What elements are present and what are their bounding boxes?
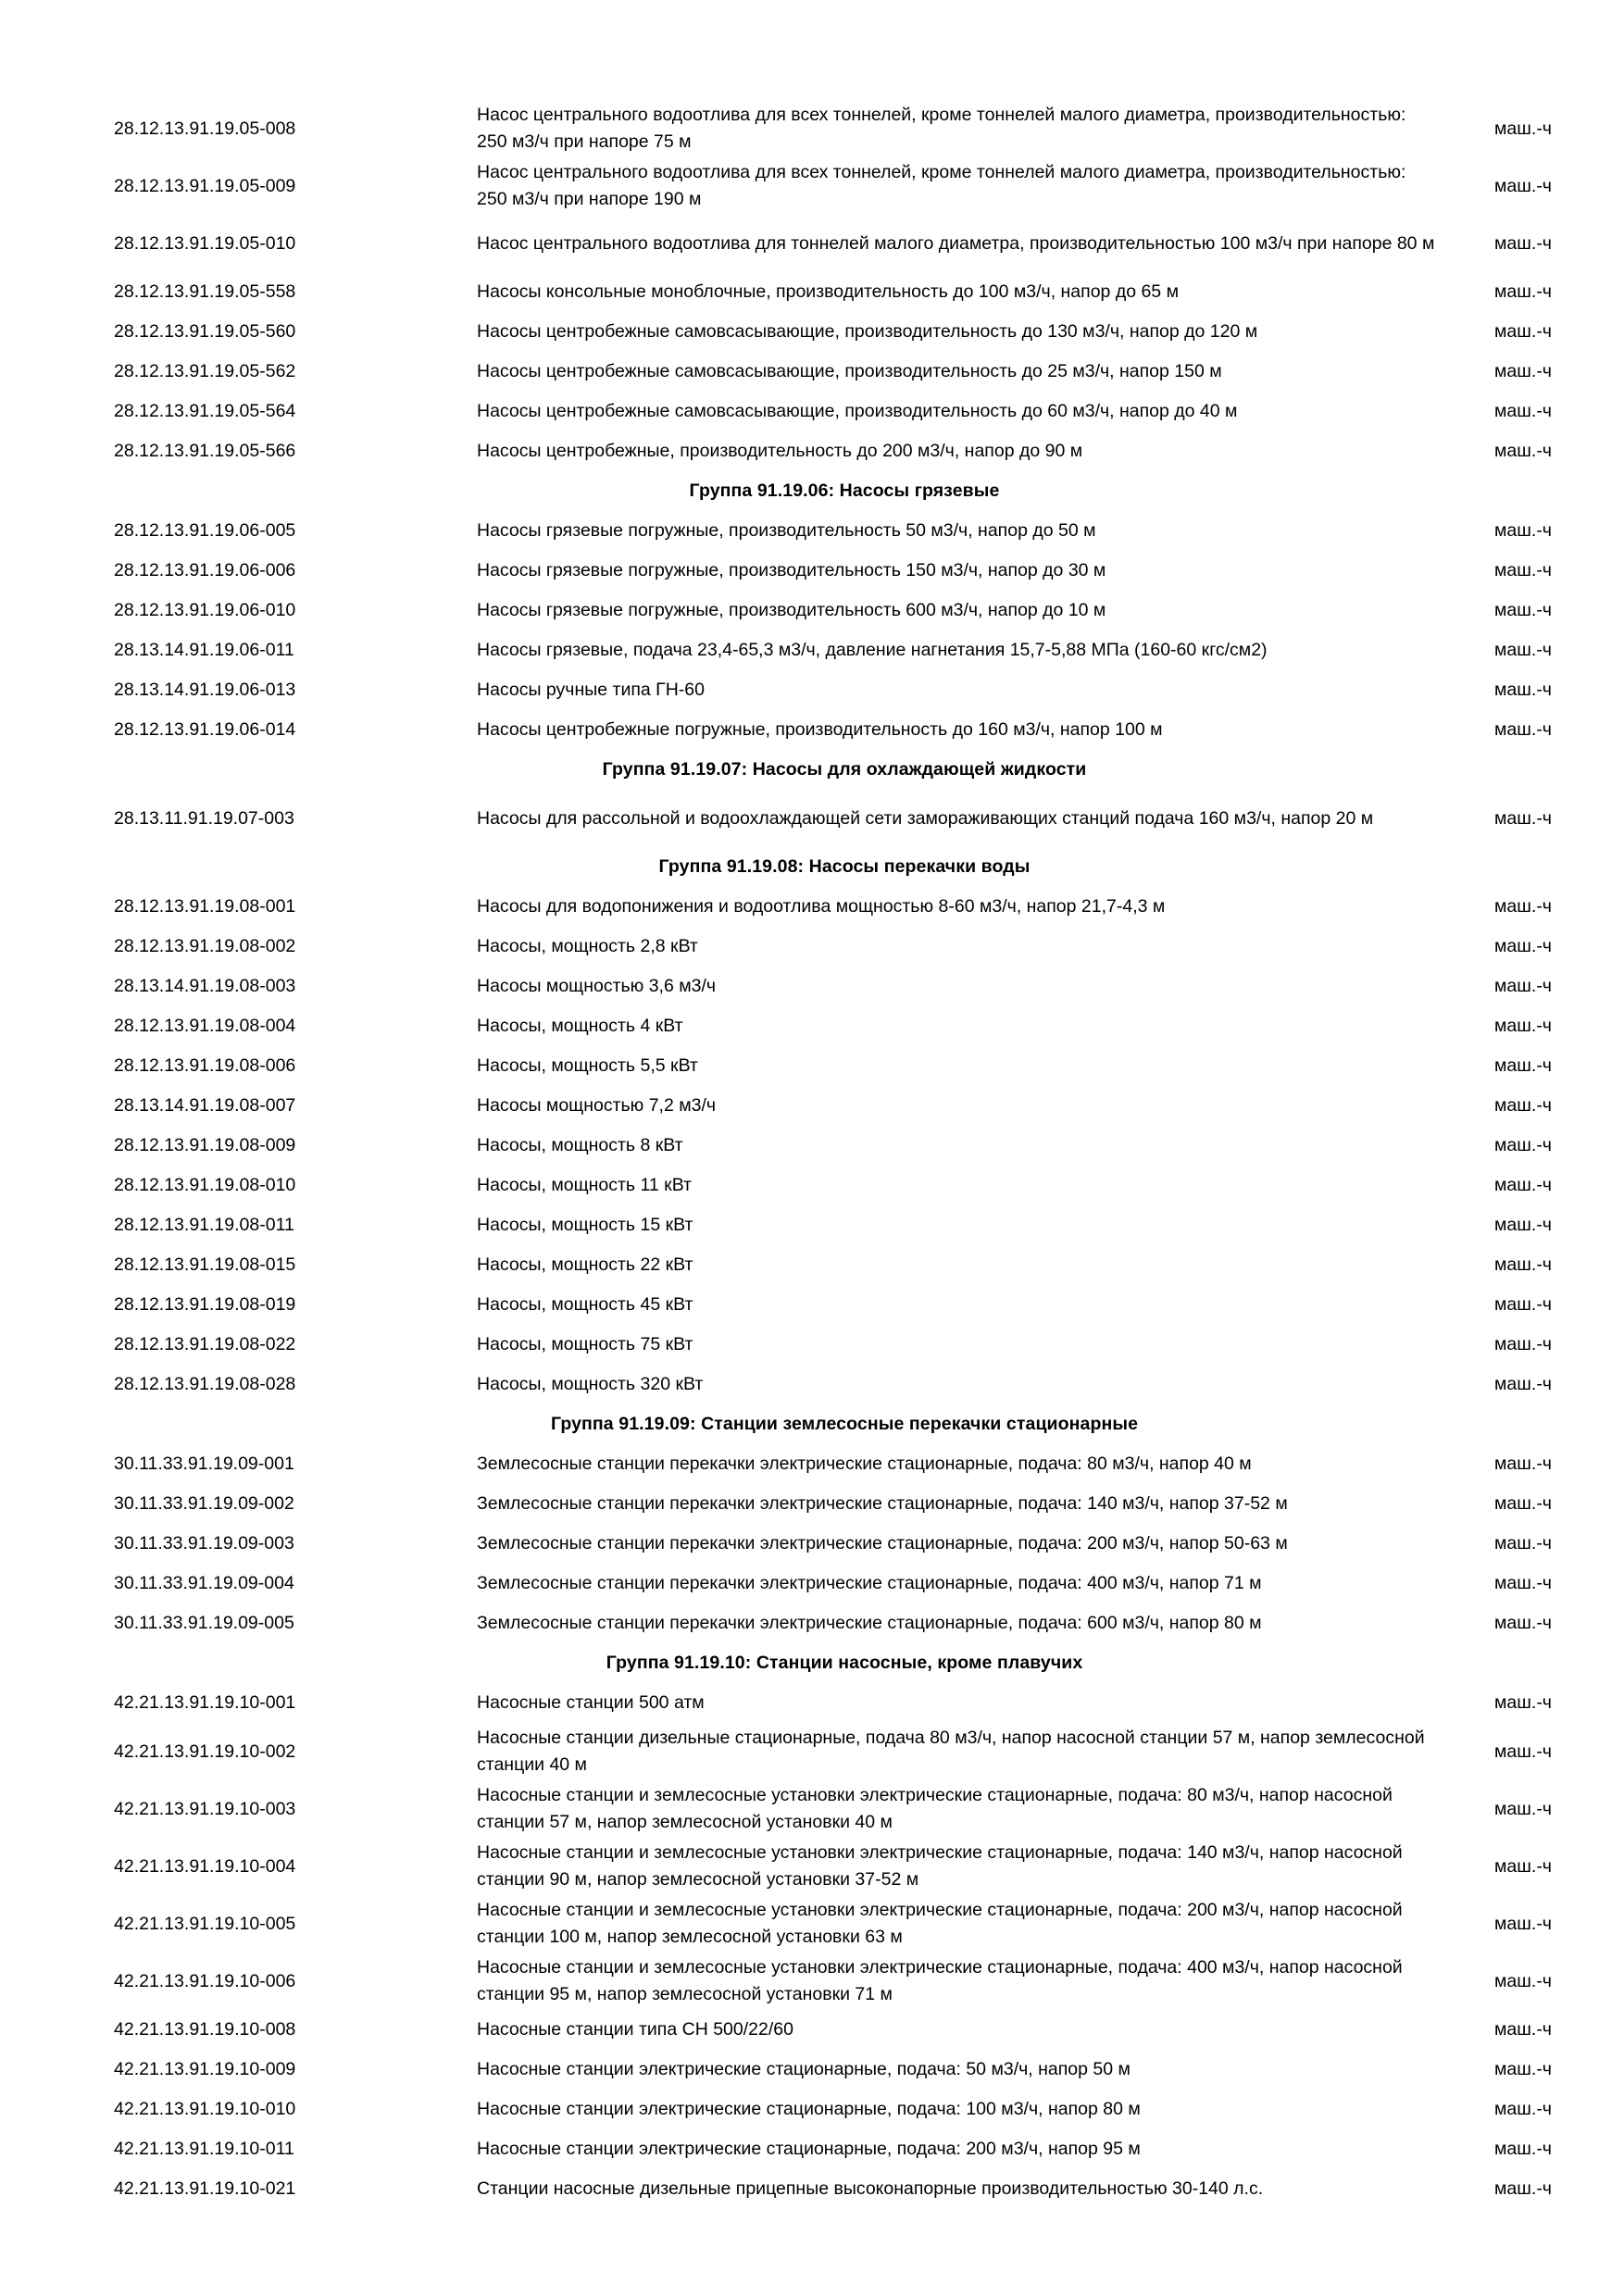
resource-code: 42.21.13.91.19.10-005 [114, 1913, 296, 1934]
resource-description: Насос центрального водоотлива для тоннелей малого диаметра, производительностью 100 м3/ч при напоре 80 м [477, 232, 1435, 254]
resource-code: 42.21.13.91.19.10-011 [114, 2139, 294, 2159]
table-row [0, 1838, 1624, 1895]
resource-description-cell [477, 352, 1440, 392]
resource-code: 28.12.13.91.19.05-009 [114, 175, 296, 196]
resource-description: Землесосные станции перекачки электрические стационарные, подача: 80 м3/ч, напор 40 м [477, 1454, 1252, 1474]
resource-description-cell [477, 1086, 1440, 1126]
table-row [0, 2129, 1624, 2169]
resource-description-cell [477, 2090, 1440, 2129]
resource-description: Насосы для водопонижения и водоотлива мощностью 8-60 м3/ч, напор 21,7-4,3 м [477, 896, 1166, 917]
resource-description: Насосные станции и землесосные установки электрические стационарные, подача: 140 м3/ч, напор насосной станции 90 м, напор землесосной установки 37-52 м [477, 1842, 1403, 1890]
unit-of-measure: маш.-ч [1494, 2099, 1552, 2119]
unit-of-measure: маш.-ч [1494, 1016, 1552, 1036]
unit-of-measure: маш.-ч [1494, 896, 1552, 917]
resource-description: Насосы мощностью 3,6 м3/ч [477, 976, 717, 996]
group-heading [0, 1404, 1624, 1444]
table-row [0, 511, 1624, 551]
resource-code: 28.12.13.91.19.08-010 [114, 1175, 296, 1195]
resource-description-cell [477, 1603, 1440, 1643]
resource-code: 42.21.13.91.19.10-009 [114, 2059, 296, 2079]
resource-code: 30.11.33.91.19.09-001 [114, 1454, 294, 1474]
resource-code: 30.11.33.91.19.09-005 [114, 1613, 294, 1633]
resource-description-cell [477, 2010, 1440, 2050]
resource-description-cell [477, 967, 1440, 1006]
resource-description-cell [477, 1524, 1440, 1564]
resource-description-cell [477, 1245, 1440, 1285]
resource-description: Насосы, мощность 8 кВт [477, 1135, 683, 1155]
resource-description-cell [477, 670, 1440, 710]
unit-of-measure: маш.-ч [1494, 600, 1552, 620]
table-row [0, 100, 1624, 157]
resource-code: 28.13.11.91.19.07-003 [114, 807, 294, 829]
resource-description-cell [477, 1838, 1440, 1895]
group-title: Группа 91.19.07: Насосы для охлаждающей жидкости [602, 759, 1087, 780]
table-row [0, 1046, 1624, 1086]
resource-description: Насосы ручные типа ГН-60 [477, 680, 705, 700]
resource-code: 28.12.13.91.19.05-010 [114, 232, 296, 254]
unit-of-measure: маш.-ч [1494, 520, 1552, 541]
resource-description-cell [477, 1895, 1440, 1953]
table-row [0, 1086, 1624, 1126]
resource-description: Насосные станции типа СН 500/22/60 [477, 2019, 793, 2040]
resource-code: 42.21.13.91.19.10-008 [114, 2019, 296, 2040]
unit-of-measure: маш.-ч [1494, 175, 1552, 196]
table-row [0, 2090, 1624, 2129]
resource-description-cell [477, 1126, 1440, 1166]
unit-of-measure: маш.-ч [1494, 1692, 1552, 1713]
resource-description-cell [477, 1006, 1440, 1046]
unit-of-measure: маш.-ч [1494, 2178, 1552, 2199]
resource-code: 42.21.13.91.19.10-003 [114, 1798, 296, 1819]
unit-of-measure: маш.-ч [1494, 232, 1552, 254]
unit-of-measure: маш.-ч [1494, 1454, 1552, 1474]
resource-code: 30.11.33.91.19.09-003 [114, 1533, 294, 1554]
resource-description-cell [477, 1285, 1440, 1325]
resource-code: 28.12.13.91.19.05-560 [114, 321, 296, 342]
resource-description: Насосные станции и землесосные установки электрические стационарные, подача: 200 м3/ч, напор насосной станции 100 м, напор землесосной установки 63 м [477, 1900, 1403, 1947]
resource-description: Насосы центробежные погружные, производительность до 160 м3/ч, напор 100 м [477, 719, 1163, 740]
table-row [0, 670, 1624, 710]
resource-description: Насос центрального водоотлива для всех тоннелей, кроме тоннелей малого диаметра, производительностью: 250 м3/ч при напоре 190 м [477, 162, 1406, 209]
table-row [0, 1205, 1624, 1245]
unit-of-measure: маш.-ч [1494, 1798, 1552, 1819]
resource-code: 28.12.13.91.19.05-566 [114, 441, 296, 461]
unit-of-measure: маш.-ч [1494, 441, 1552, 461]
resource-description-cell [477, 100, 1440, 157]
resource-description: Насосные станции 500 атм [477, 1692, 705, 1713]
resource-description: Насосы центробежные самовсасывающие, производительность до 130 м3/ч, напор до 120 м [477, 321, 1258, 342]
table-row [0, 1723, 1624, 1780]
group-heading [0, 1643, 1624, 1683]
document-table [0, 100, 1624, 2209]
table-row [0, 1524, 1624, 1564]
resource-code: 28.13.14.91.19.06-011 [114, 640, 294, 660]
resource-code: 42.21.13.91.19.10-021 [114, 2178, 296, 2199]
resource-description: Насосы, мощность 75 кВт [477, 1334, 693, 1354]
resource-code: 28.12.13.91.19.05-564 [114, 401, 296, 421]
unit-of-measure: маш.-ч [1494, 640, 1552, 660]
resource-code: 28.12.13.91.19.08-009 [114, 1135, 296, 1155]
resource-description-cell [477, 1325, 1440, 1365]
table-row [0, 1484, 1624, 1524]
unit-of-measure: маш.-ч [1494, 2019, 1552, 2040]
resource-description: Землесосные станции перекачки электрические стационарные, подача: 600 м3/ч, напор 80 м [477, 1613, 1262, 1633]
resource-code: 28.12.13.91.19.08-004 [114, 1016, 296, 1036]
resource-description: Землесосные станции перекачки электрические стационарные, подача: 400 м3/ч, напор 71 м [477, 1573, 1262, 1593]
resource-code: 28.12.13.91.19.08-019 [114, 1294, 296, 1315]
resource-description-cell [477, 1953, 1440, 2010]
unit-of-measure: маш.-ч [1494, 1215, 1552, 1235]
table-row [0, 790, 1624, 847]
resource-description-cell [477, 1166, 1440, 1205]
resource-description: Насосы, мощность 5,5 кВт [477, 1055, 698, 1076]
resource-description: Насосы центробежные самовсасывающие, производительность до 25 м3/ч, напор 150 м [477, 361, 1222, 381]
resource-description: Насосы для рассольной и водоохлаждающей сети замораживающих станций подача 160 м3/ч, напор 20 м [477, 807, 1374, 829]
resource-description: Насосы консольные моноблочные, производительность до 100 м3/ч, напор до 65 м [477, 281, 1179, 302]
resource-description: Насосные станции дизельные стационарные, подача 80 м3/ч, напор насосной станции 57 м, напор землесосной станции 40 м [477, 1728, 1425, 1775]
resource-description: Насосы мощностью 7,2 м3/ч [477, 1095, 717, 1116]
resource-code: 28.12.13.91.19.05-562 [114, 361, 296, 381]
resource-code: 28.12.13.91.19.08-015 [114, 1254, 296, 1275]
table-row [0, 1126, 1624, 1166]
resource-description-cell [477, 1205, 1440, 1245]
resource-code: 28.12.13.91.19.06-010 [114, 600, 296, 620]
resource-code: 42.21.13.91.19.10-001 [114, 1692, 296, 1713]
resource-code: 30.11.33.91.19.09-004 [114, 1573, 294, 1593]
resource-description-cell [477, 2050, 1440, 2090]
unit-of-measure: маш.-ч [1494, 1334, 1552, 1354]
unit-of-measure: маш.-ч [1494, 1055, 1552, 1076]
group-heading [0, 847, 1624, 887]
resource-code: 28.12.13.91.19.08-028 [114, 1374, 296, 1394]
resource-code: 28.12.13.91.19.06-006 [114, 560, 296, 580]
resource-description: Насосы, мощность 4 кВт [477, 1016, 683, 1036]
table-row [0, 312, 1624, 352]
resource-code: 28.12.13.91.19.08-006 [114, 1055, 296, 1076]
resource-description-cell [477, 887, 1440, 927]
resource-code: 28.12.13.91.19.06-014 [114, 719, 296, 740]
unit-of-measure: маш.-ч [1494, 1970, 1552, 1991]
group-title: Группа 91.19.10: Станции насосные, кроме плавучих [606, 1653, 1083, 1673]
table-row [0, 431, 1624, 471]
table-row [0, 551, 1624, 591]
resource-description-cell [477, 1723, 1440, 1780]
resource-code: 42.21.13.91.19.10-004 [114, 1855, 296, 1877]
resource-code: 28.13.14.91.19.08-007 [114, 1095, 296, 1116]
unit-of-measure: маш.-ч [1494, 2139, 1552, 2159]
unit-of-measure: маш.-ч [1494, 321, 1552, 342]
table-row [0, 2169, 1624, 2209]
table-row [0, 710, 1624, 750]
unit-of-measure: маш.-ч [1494, 1175, 1552, 1195]
resource-code: 28.12.13.91.19.06-005 [114, 520, 296, 541]
unit-of-measure: маш.-ч [1494, 118, 1552, 139]
unit-of-measure: маш.-ч [1494, 680, 1552, 700]
unit-of-measure: маш.-ч [1494, 1741, 1552, 1762]
resource-code: 28.12.13.91.19.08-011 [114, 1215, 294, 1235]
resource-description: Насосы, мощность 2,8 кВт [477, 936, 698, 956]
resource-description-cell [477, 1780, 1440, 1838]
resource-description-cell [477, 1444, 1440, 1484]
resource-description: Насосы, мощность 15 кВт [477, 1215, 693, 1235]
unit-of-measure: маш.-ч [1494, 976, 1552, 996]
resource-description: Землесосные станции перекачки электрические стационарные, подача: 140 м3/ч, напор 37-52 м [477, 1493, 1288, 1514]
table-row [0, 1444, 1624, 1484]
resource-code: 42.21.13.91.19.10-010 [114, 2099, 296, 2119]
table-row [0, 1603, 1624, 1643]
table-row [0, 630, 1624, 670]
table-row [0, 1780, 1624, 1838]
resource-description-cell [477, 511, 1440, 551]
table-row [0, 887, 1624, 927]
resource-description: Насосы центробежные, производительность до 200 м3/ч, напор до 90 м [477, 441, 1083, 461]
resource-description-cell [477, 710, 1440, 750]
table-row [0, 2050, 1624, 2090]
unit-of-measure: маш.-ч [1494, 361, 1552, 381]
unit-of-measure: маш.-ч [1494, 1493, 1552, 1514]
table-row [0, 215, 1624, 272]
resource-description: Насосные станции электрические стационарные, подача: 200 м3/ч, напор 95 м [477, 2139, 1141, 2159]
table-row [0, 352, 1624, 392]
table-row [0, 1683, 1624, 1723]
unit-of-measure: маш.-ч [1494, 1135, 1552, 1155]
unit-of-measure: маш.-ч [1494, 1855, 1552, 1877]
resource-description: Насосные станции и землесосные установки электрические стационарные, подача: 80 м3/ч, напор насосной станции 57 м, напор землесосной установки 40 м [477, 1785, 1393, 1832]
resource-description: Насосы, мощность 11 кВт [477, 1175, 692, 1195]
resource-description: Насосные станции электрические стационарные, подача: 100 м3/ч, напор 80 м [477, 2099, 1141, 2119]
resource-description: Насосы грязевые погружные, производительность 50 м3/ч, напор до 50 м [477, 520, 1096, 541]
resource-description-cell [477, 272, 1440, 312]
resource-description-cell [477, 431, 1440, 471]
unit-of-measure: маш.-ч [1494, 1374, 1552, 1394]
resource-description-cell [477, 392, 1440, 431]
table-row [0, 967, 1624, 1006]
unit-of-measure: маш.-ч [1494, 1613, 1552, 1633]
resource-description: Насосы грязевые, подача 23,4-65,3 м3/ч, давление нагнетания 15,7-5,88 МПа (160-60 кгс/см2) [477, 640, 1268, 660]
table-row [0, 392, 1624, 431]
table-row [0, 2010, 1624, 2050]
unit-of-measure: маш.-ч [1494, 1294, 1552, 1315]
resource-description-cell [477, 312, 1440, 352]
group-title: Группа 91.19.09: Станции землесосные перекачки стационарные [550, 1414, 1139, 1434]
unit-of-measure: маш.-ч [1494, 936, 1552, 956]
unit-of-measure: маш.-ч [1494, 1533, 1552, 1554]
unit-of-measure: маш.-ч [1494, 281, 1552, 302]
resource-description-cell [477, 551, 1440, 591]
table-row [0, 1953, 1624, 2010]
resource-code: 42.21.13.91.19.10-002 [114, 1741, 296, 1762]
table-row [0, 1895, 1624, 1953]
resource-description: Насос центрального водоотлива для всех тоннелей, кроме тоннелей малого диаметра, производительностью: 250 м3/ч при напоре 75 м [477, 105, 1406, 152]
resource-description-cell [477, 630, 1440, 670]
resource-description-cell [477, 2129, 1440, 2169]
group-heading [0, 471, 1624, 511]
resource-description: Землесосные станции перекачки электрические стационарные, подача: 200 м3/ч, напор 50-63 м [477, 1533, 1288, 1554]
resource-code: 28.12.13.91.19.08-022 [114, 1334, 296, 1354]
resource-code: 42.21.13.91.19.10-006 [114, 1970, 296, 1991]
table-row [0, 927, 1624, 967]
unit-of-measure: маш.-ч [1494, 807, 1552, 829]
unit-of-measure: маш.-ч [1494, 1095, 1552, 1116]
resource-description: Насосы грязевые погружные, производительность 600 м3/ч, напор до 10 м [477, 600, 1106, 620]
group-title: Группа 91.19.08: Насосы перекачки воды [658, 856, 1031, 877]
group-heading [0, 750, 1624, 790]
unit-of-measure: маш.-ч [1494, 401, 1552, 421]
resource-code: 28.13.14.91.19.08-003 [114, 976, 296, 996]
resource-code: 28.12.13.91.19.05-008 [114, 118, 296, 139]
resource-description: Станции насосные дизельные прицепные высоконапорные производительностью 30-140 л.с. [477, 2178, 1264, 2199]
table-row [0, 1166, 1624, 1205]
table-row [0, 1245, 1624, 1285]
table-row [0, 1564, 1624, 1603]
table-row [0, 157, 1624, 215]
resource-description-cell [477, 927, 1440, 967]
unit-of-measure: маш.-ч [1494, 560, 1552, 580]
resource-description: Насосные станции и землесосные установки электрические стационарные, подача: 400 м3/ч, напор насосной станции 95 м, напор землесосной установки 71 м [477, 1957, 1403, 2004]
resource-code: 28.12.13.91.19.08-001 [114, 896, 296, 917]
resource-description-cell [477, 1046, 1440, 1086]
table-row [0, 1285, 1624, 1325]
resource-description-cell [477, 1365, 1440, 1404]
resource-description-cell [477, 1564, 1440, 1603]
resource-description: Насосы, мощность 320 кВт [477, 1374, 704, 1394]
resource-description-cell [477, 2169, 1440, 2209]
resource-description: Насосы, мощность 45 кВт [477, 1294, 693, 1315]
unit-of-measure: маш.-ч [1494, 1913, 1552, 1934]
table-row [0, 1006, 1624, 1046]
unit-of-measure: маш.-ч [1494, 1573, 1552, 1593]
group-title: Группа 91.19.06: Насосы грязевые [689, 480, 1000, 501]
unit-of-measure: маш.-ч [1494, 719, 1552, 740]
resource-description: Насосы грязевые погружные, производительность 150 м3/ч, напор до 30 м [477, 560, 1106, 580]
resource-code: 28.12.13.91.19.05-558 [114, 281, 296, 302]
resource-description-cell [477, 1484, 1440, 1524]
resource-description: Насосы центробежные самовсасывающие, производительность до 60 м3/ч, напор до 40 м [477, 401, 1238, 421]
resource-description-cell [477, 790, 1440, 847]
resource-description: Насосные станции электрические стационарные, подача: 50 м3/ч, напор 50 м [477, 2059, 1131, 2079]
table-row [0, 591, 1624, 630]
resource-description-cell [477, 1683, 1440, 1723]
unit-of-measure: маш.-ч [1494, 1254, 1552, 1275]
resource-description-cell [477, 591, 1440, 630]
unit-of-measure: маш.-ч [1494, 2059, 1552, 2079]
resource-code: 30.11.33.91.19.09-002 [114, 1493, 294, 1514]
resource-description-cell [477, 157, 1440, 215]
table-row [0, 272, 1624, 312]
table-row [0, 1365, 1624, 1404]
table-row [0, 1325, 1624, 1365]
resource-description: Насосы, мощность 22 кВт [477, 1254, 693, 1275]
resource-code: 28.12.13.91.19.08-002 [114, 936, 296, 956]
resource-code: 28.13.14.91.19.06-013 [114, 680, 296, 700]
resource-description-cell [477, 215, 1440, 272]
